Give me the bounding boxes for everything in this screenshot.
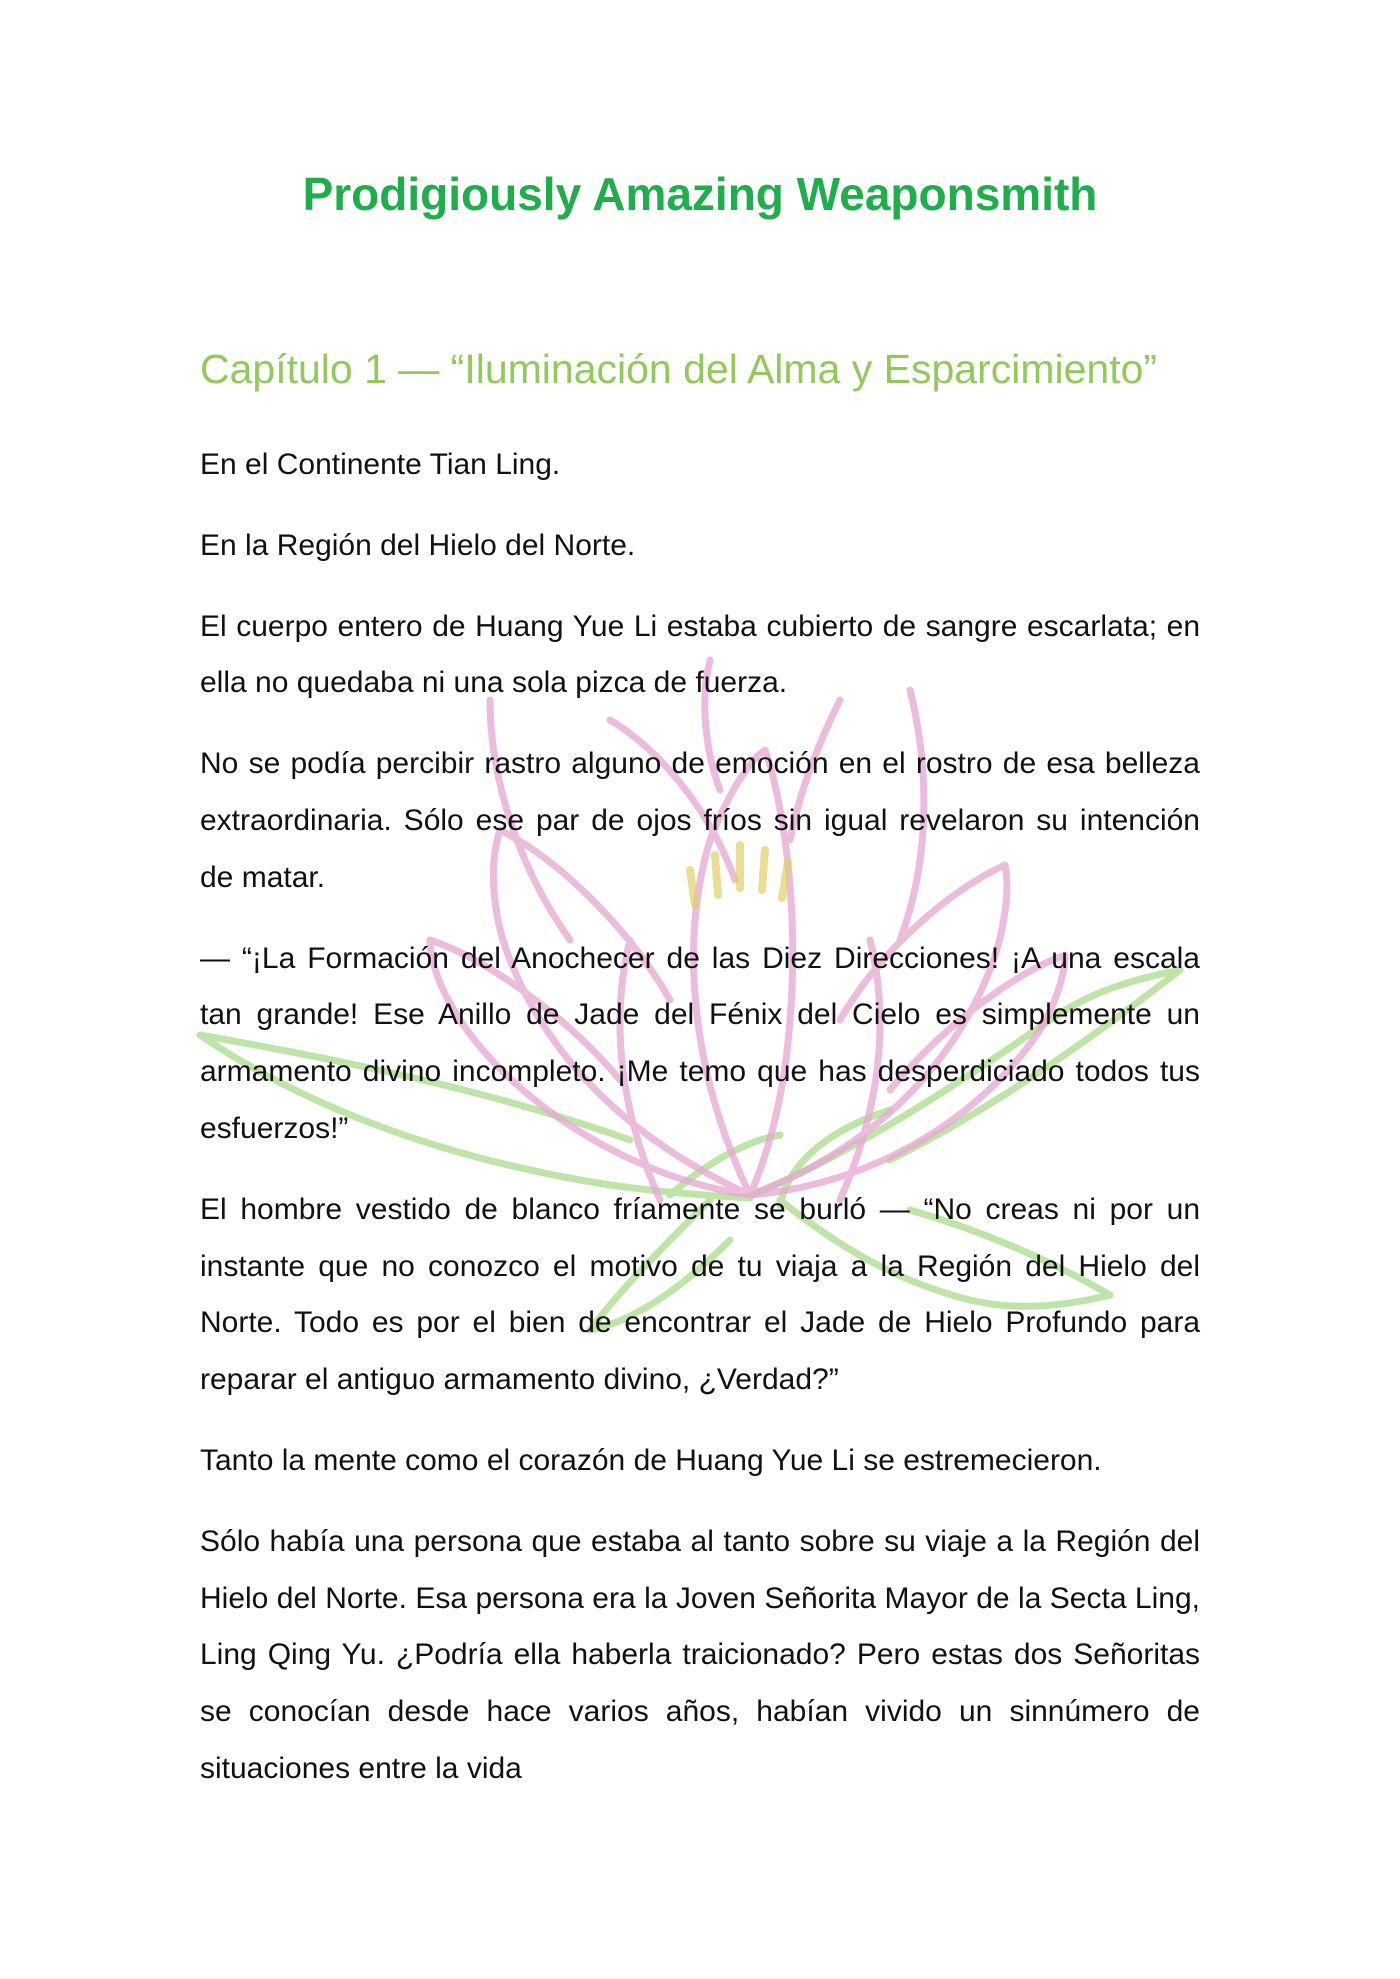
- chapter-body: [200, 437, 1200, 1822]
- document-title: Prodigiously Amazing Weaponsmith: [302, 168, 1098, 220]
- paragraph: El cuerpo entero de Huang Yue Li estaba cubierto de sangre escarlata; en ella no quedaba ni una sola pizca de fuerza.: [200, 609, 1200, 700]
- chapter-title: Capítulo 1 — “Iluminación del Alma y Esparcimiento”: [200, 346, 1158, 392]
- paragraph: En el Continente Tian Ling.: [200, 448, 561, 481]
- paragraph: Tanto la mente como el corazón de Huang Yue Li se estremecieron.: [200, 1443, 1102, 1477]
- paragraph: No se podía percibir rastro alguno de emoción en el rostro de esa belleza extraordinaria. Sólo ese par de ojos fríos sin igual revelaron su intención de matar.: [200, 747, 1200, 894]
- paragraph: Sólo había una persona que estaba al tanto sobre su viaje a la Región del Hielo del Norte. Esa persona era la Joven Señorita Mayor de la Secta Ling, Ling Qing Yu. ¿Podría ella haberla traicionado? Pero estas dos Señoritas se conocían desde hace varios años, habían vivido un sinnúmero de situaciones entre la vida: [200, 1524, 1200, 1785]
- paragraph: El hombre vestido de blanco fríamente se burló — “No creas ni por un instante que no conozco el motivo de tu viaja a la Región del Hielo del Norte. Todo es por el bien de encontrar el Jade de Hielo Profundo para reparar el antiguo armamento divino, ¿Verdad?”: [200, 1192, 1200, 1397]
- paragraph: — “¡La Formación del Anochecer de las Diez Direcciones! ¡A una escala tan grande! Ese Anillo de Jade del Fénix del Cielo es simplemente un armamento divino incompleto. ¡Me temo que has desperdiciado todos tus esfuerzos!”: [200, 941, 1200, 1145]
- paragraph: En la Región del Hielo del Norte.: [200, 528, 636, 562]
